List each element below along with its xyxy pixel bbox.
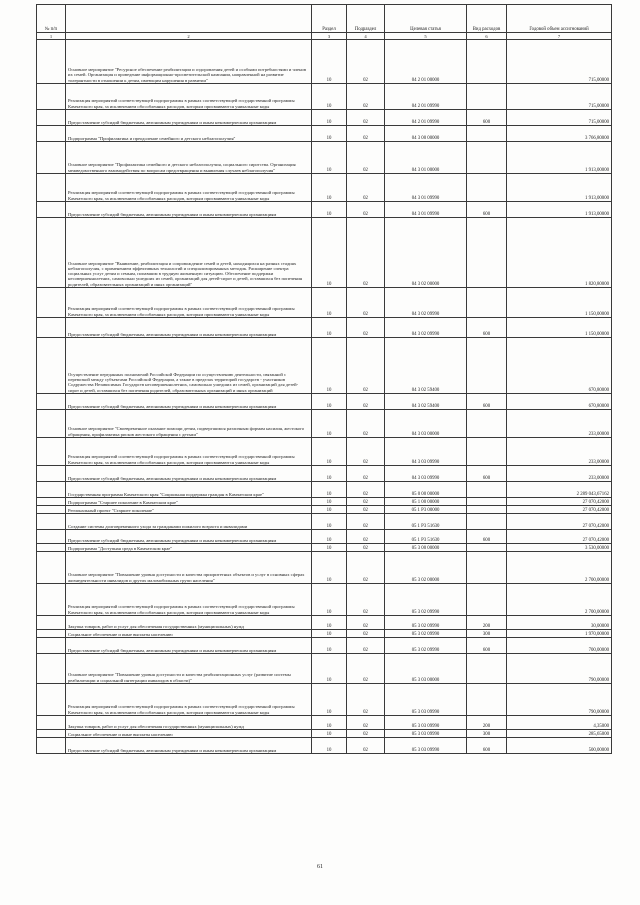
table-body	[37, 40, 612, 754]
tselevaya-statya-cell: 05 3 02 09990	[385, 630, 467, 638]
amount-cell: 715,00000	[507, 40, 612, 84]
column-number: 3	[312, 33, 347, 40]
amount-cell: 233,00000	[507, 466, 612, 482]
vid-raskhodov-cell: 600	[467, 110, 507, 126]
num-cell	[37, 638, 66, 654]
name-cell: Закупка товаров, работ и услуг для обеспечения государственных (муниципальных) нужд	[66, 616, 312, 630]
podrazdel-cell: 02	[347, 466, 385, 482]
table-row	[37, 544, 612, 552]
podrazdel-cell: 02	[347, 218, 385, 288]
num-cell	[37, 288, 66, 318]
podrazdel-cell: 02	[347, 202, 385, 218]
razdel-cell: 10	[312, 318, 347, 338]
amount-cell: 2 289 043,67162	[507, 482, 612, 498]
name-cell: Реализация мероприятий соответствующей подпрограммы в рамках соответствующей государственной программы Камчатского края, за исключением обособленных расходов, которым присваиваются уникальные коды	[66, 84, 312, 110]
num-cell	[37, 730, 66, 738]
podrazdel-cell: 02	[347, 126, 385, 142]
name-cell: Основное мероприятие "Профилактика семейного и детского неблагополучия, социального сиротства. Организация межведомственного взаимодействия по вопросам предотвращения и выявления случаев неблагополучия"	[66, 142, 312, 174]
amount-cell: 700,00000	[507, 638, 612, 654]
podrazdel-cell: 02	[347, 40, 385, 84]
vid-raskhodov-cell	[467, 40, 507, 84]
amount-cell: 1 913,00000	[507, 142, 612, 174]
podrazdel-cell: 02	[347, 716, 385, 730]
header-podrazdel: Подраздел	[347, 5, 385, 33]
column-number: 1	[37, 33, 66, 40]
table-row	[37, 498, 612, 506]
num-cell	[37, 630, 66, 638]
vid-raskhodov-cell: 600	[467, 466, 507, 482]
num-cell	[37, 552, 66, 584]
tselevaya-statya-cell: 05 3 02 00000	[385, 552, 467, 584]
amount-cell: 27 070,42000	[507, 506, 612, 514]
name-cell: Региональный проект "Старшее поколение"	[66, 506, 312, 514]
column-number: 7	[507, 33, 612, 40]
amount-cell: 715,00000	[507, 84, 612, 110]
num-cell	[37, 506, 66, 514]
tselevaya-statya-cell: 04 3 01 00000	[385, 142, 467, 174]
num-cell	[37, 40, 66, 84]
table-row	[37, 40, 612, 84]
amount-cell: 27 070,42000	[507, 530, 612, 544]
table-row	[37, 530, 612, 544]
amount-cell: 715,00000	[507, 110, 612, 126]
tselevaya-statya-cell: 05 3 00 00000	[385, 544, 467, 552]
razdel-cell: 10	[312, 338, 347, 394]
name-cell: Подпрограмма "Доступная среда в Камчатском крае"	[66, 544, 312, 552]
razdel-cell: 10	[312, 142, 347, 174]
num-cell	[37, 84, 66, 110]
name-cell: Предоставление субсидий бюджетным, автономным учреждениям и иным некоммерческим организациям	[66, 110, 312, 126]
name-cell: Предоставление субсидий бюджетным, автономным учреждениям и иным некоммерческим организациям	[66, 202, 312, 218]
vid-raskhodov-cell: 600	[467, 202, 507, 218]
razdel-cell: 10	[312, 438, 347, 466]
vid-raskhodov-cell	[467, 482, 507, 498]
vid-raskhodov-cell: 300	[467, 630, 507, 638]
table-row	[37, 84, 612, 110]
vid-raskhodov-cell: 600	[467, 738, 507, 754]
tselevaya-statya-cell: 04 2 01 09990	[385, 84, 467, 110]
table-row	[37, 638, 612, 654]
table-row	[37, 202, 612, 218]
header-name	[66, 5, 312, 33]
podrazdel-cell: 02	[347, 638, 385, 654]
num-cell	[37, 218, 66, 288]
name-cell: Реализация мероприятий соответствующей подпрограммы в рамках соответствующей государственной программы Камчатского края, за исключением обособленных расходов, которым присваиваются уникальные коды	[66, 438, 312, 466]
razdel-cell: 10	[312, 530, 347, 544]
table-row	[37, 616, 612, 630]
name-cell: Подпрограмма "Старшее поколение в Камчатском крае"	[66, 498, 312, 506]
vid-raskhodov-cell	[467, 126, 507, 142]
name-cell: Создание системы долговременного ухода за гражданами пожилого возраста и инвалидами	[66, 514, 312, 530]
podrazdel-cell: 02	[347, 318, 385, 338]
tselevaya-statya-cell: 04 3 00 00000	[385, 126, 467, 142]
amount-cell: 790,00000	[507, 684, 612, 716]
tselevaya-statya-cell: 04 3 01 09990	[385, 174, 467, 202]
razdel-cell: 10	[312, 584, 347, 616]
table-row	[37, 174, 612, 202]
table-row	[37, 142, 612, 174]
razdel-cell: 10	[312, 552, 347, 584]
name-cell: Социальное обеспечение и иные выплаты населению	[66, 730, 312, 738]
podrazdel-cell: 02	[347, 544, 385, 552]
tselevaya-statya-cell: 04 3 02 00000	[385, 218, 467, 288]
name-cell: Закупка товаров, работ и услуг для обеспечения государственных (муниципальных) нужд	[66, 716, 312, 730]
table-header-row	[37, 5, 612, 33]
num-cell	[37, 584, 66, 616]
num-cell	[37, 738, 66, 754]
amount-cell: 1 970,00000	[507, 630, 612, 638]
amount-cell: 1 913,00000	[507, 202, 612, 218]
vid-raskhodov-cell	[467, 142, 507, 174]
amount-cell: 1 150,00000	[507, 318, 612, 338]
vid-raskhodov-cell: 600	[467, 638, 507, 654]
podrazdel-cell: 02	[347, 738, 385, 754]
tselevaya-statya-cell: 05 3 03 09990	[385, 716, 467, 730]
razdel-cell: 10	[312, 202, 347, 218]
num-cell	[37, 174, 66, 202]
razdel-cell: 10	[312, 498, 347, 506]
num-cell	[37, 530, 66, 544]
table-row	[37, 126, 612, 142]
amount-cell: 3 530,00000	[507, 544, 612, 552]
amount-cell: 27 070,42000	[507, 498, 612, 506]
tselevaya-statya-cell: 04 2 01 00000	[385, 40, 467, 84]
name-cell: Предоставление субсидий бюджетным, автономным учреждениям и иным некоммерческим организациям	[66, 394, 312, 410]
num-cell	[37, 110, 66, 126]
table-row	[37, 318, 612, 338]
tselevaya-statya-cell: 05 3 02 09990	[385, 584, 467, 616]
table-row	[37, 684, 612, 716]
razdel-cell: 10	[312, 482, 347, 498]
podrazdel-cell: 02	[347, 482, 385, 498]
name-cell: Реализация мероприятий соответствующей подпрограммы в рамках соответствующей государственной программы Камчатского края, за исключением обособленных расходов, которым присваиваются уникальные коды	[66, 288, 312, 318]
num-cell	[37, 318, 66, 338]
podrazdel-cell: 02	[347, 174, 385, 202]
razdel-cell: 10	[312, 654, 347, 684]
amount-cell: 1 820,80000	[507, 218, 612, 288]
tselevaya-statya-cell: 04 3 03 00000	[385, 410, 467, 438]
vid-raskhodov-cell	[467, 174, 507, 202]
name-cell: Предоставление субсидий бюджетным, автономным учреждениям и иным некоммерческим организациям	[66, 738, 312, 754]
razdel-cell: 10	[312, 544, 347, 552]
vid-raskhodov-cell	[467, 552, 507, 584]
name-cell: Осуществление переданных полномочий Российской Федерации по осуществлению деятельности, связанной с перевозкой между субъектами Российской Федерации, а также в пределах территорий государств - участников Содружества Независимых Государств несовершеннолетних, самовольно ушедших из семей, организаций для детей-сирот и детей, оставшихся без попечения родителей, образовательных организаций и иных организаций	[66, 338, 312, 394]
vid-raskhodov-cell	[467, 84, 507, 110]
table-row	[37, 630, 612, 638]
table-row	[37, 338, 612, 394]
table-row	[37, 514, 612, 530]
tselevaya-statya-cell: 05 1 P3 00000	[385, 506, 467, 514]
vid-raskhodov-cell	[467, 338, 507, 394]
tselevaya-statya-cell: 04 3 02 59400	[385, 394, 467, 410]
amount-cell: 3 766,80000	[507, 126, 612, 142]
podrazdel-cell: 02	[347, 394, 385, 410]
razdel-cell: 10	[312, 716, 347, 730]
column-number: 2	[66, 33, 312, 40]
table-row	[37, 654, 612, 684]
tselevaya-statya-cell: 05 3 02 09990	[385, 616, 467, 630]
tselevaya-statya-cell: 04 3 02 59400	[385, 338, 467, 394]
tselevaya-statya-cell: 05 1 P3 51630	[385, 514, 467, 530]
podrazdel-cell: 02	[347, 410, 385, 438]
podrazdel-cell: 02	[347, 584, 385, 616]
tselevaya-statya-cell: 04 3 01 09990	[385, 202, 467, 218]
podrazdel-cell: 02	[347, 338, 385, 394]
table-row	[37, 482, 612, 498]
razdel-cell: 10	[312, 730, 347, 738]
amount-cell: 27 070,42000	[507, 514, 612, 530]
num-cell	[37, 616, 66, 630]
podrazdel-cell: 02	[347, 730, 385, 738]
vid-raskhodov-cell	[467, 410, 507, 438]
vid-raskhodov-cell	[467, 288, 507, 318]
header-vid-raskhodov: Вид расходов	[467, 5, 507, 33]
amount-cell: 500,00000	[507, 738, 612, 754]
table-row	[37, 218, 612, 288]
header-obem: Годовой объем ассигнований	[507, 5, 612, 33]
num-cell	[37, 482, 66, 498]
tselevaya-statya-cell: 04 2 01 09990	[385, 110, 467, 126]
podrazdel-cell: 02	[347, 654, 385, 684]
amount-cell: 233,00000	[507, 438, 612, 466]
num-cell	[37, 202, 66, 218]
num-cell	[37, 716, 66, 730]
vid-raskhodov-cell: 600	[467, 318, 507, 338]
vid-raskhodov-cell: 600	[467, 394, 507, 410]
table-row	[37, 288, 612, 318]
num-cell	[37, 684, 66, 716]
razdel-cell: 10	[312, 738, 347, 754]
podrazdel-cell: 02	[347, 110, 385, 126]
num-cell	[37, 544, 66, 552]
page-number: 61	[317, 864, 323, 870]
vid-raskhodov-cell	[467, 506, 507, 514]
vid-raskhodov-cell: 300	[467, 730, 507, 738]
amount-cell: 670,80000	[507, 338, 612, 394]
column-number: 6	[467, 33, 507, 40]
column-number-row	[37, 33, 612, 40]
name-cell: Реализация мероприятий соответствующей подпрограммы в рамках соответствующей государственной программы Камчатского края, за исключением обособленных расходов, которым присваиваются уникальные коды	[66, 584, 312, 616]
razdel-cell: 10	[312, 40, 347, 84]
tselevaya-statya-cell: 04 3 03 09990	[385, 438, 467, 466]
podrazdel-cell: 02	[347, 438, 385, 466]
tselevaya-statya-cell: 04 3 02 09990	[385, 288, 467, 318]
table-row	[37, 584, 612, 616]
podrazdel-cell: 02	[347, 506, 385, 514]
table-row	[37, 738, 612, 754]
num-cell	[37, 142, 66, 174]
podrazdel-cell: 02	[347, 84, 385, 110]
table-row	[37, 466, 612, 482]
podrazdel-cell: 02	[347, 288, 385, 318]
vid-raskhodov-cell: 200	[467, 716, 507, 730]
podrazdel-cell: 02	[347, 530, 385, 544]
name-cell: Подпрограмма "Профилактика и преодоление семейного и детского неблагополучия"	[66, 126, 312, 142]
podrazdel-cell: 02	[347, 498, 385, 506]
razdel-cell: 10	[312, 514, 347, 530]
razdel-cell: 10	[312, 466, 347, 482]
podrazdel-cell: 02	[347, 616, 385, 630]
podrazdel-cell: 02	[347, 552, 385, 584]
amount-cell: 4,35000	[507, 716, 612, 730]
tselevaya-statya-cell: 05 3 02 09990	[385, 638, 467, 654]
tselevaya-statya-cell: 05 3 03 09990	[385, 684, 467, 716]
name-cell: Предоставление субсидий бюджетным, автономным учреждениям и иным некоммерческим организациям	[66, 530, 312, 544]
num-cell	[37, 410, 66, 438]
tselevaya-statya-cell: 05 1 P3 51630	[385, 530, 467, 544]
name-cell: Предоставление субсидий бюджетным, автономным учреждениям и иным некоммерческим организациям	[66, 638, 312, 654]
table-row	[37, 730, 612, 738]
podrazdel-cell: 02	[347, 514, 385, 530]
tselevaya-statya-cell: 04 3 02 09990	[385, 318, 467, 338]
razdel-cell: 10	[312, 218, 347, 288]
name-cell: Основное мероприятие "Повышение уровня доступности и качества реабилитационных услуг (развитие системы реабилитации и социальной интеграции инвалидов в области)"	[66, 654, 312, 684]
name-cell: Социальное обеспечение и иные выплаты населению	[66, 630, 312, 638]
num-cell	[37, 498, 66, 506]
num-cell	[37, 438, 66, 466]
name-cell: Основное мероприятие "Ресурсное обеспечение реабилитации и оздоровления детей и особыми потребностями и членов их семей. Организация и проведение информационно-просветительской кампании, направленной на развитие толерантности в отношении к детям, имеющим нарушения в развитии"	[66, 40, 312, 84]
name-cell: Предоставление субсидий бюджетным, автономным учреждениям и иным некоммерческим организациям	[66, 466, 312, 482]
name-cell: Основное мероприятие "Своевременное оказание помощи детям, подвергшимся различным формам насилия, жестокого обращения, профилактика рисков жестокого обращения с детьми"	[66, 410, 312, 438]
amount-cell: 2 700,00000	[507, 584, 612, 616]
amount-cell: 30,00000	[507, 616, 612, 630]
name-cell: Основное мероприятие "Повышение уровня доступности и качества приоритетных объектов и услуг в основных сферах жизнедеятельности инвалидов и других маломобильных групп населения"	[66, 552, 312, 584]
vid-raskhodov-cell	[467, 684, 507, 716]
table-row	[37, 438, 612, 466]
tselevaya-statya-cell: 04 3 03 09990	[385, 466, 467, 482]
razdel-cell: 10	[312, 394, 347, 410]
num-cell	[37, 126, 66, 142]
vid-raskhodov-cell	[467, 654, 507, 684]
num-cell	[37, 466, 66, 482]
table-row	[37, 110, 612, 126]
num-cell	[37, 338, 66, 394]
amount-cell: 233,00000	[507, 410, 612, 438]
vid-raskhodov-cell: 200	[467, 616, 507, 630]
podrazdel-cell: 02	[347, 630, 385, 638]
num-cell	[37, 394, 66, 410]
vid-raskhodov-cell	[467, 498, 507, 506]
razdel-cell: 10	[312, 630, 347, 638]
razdel-cell: 10	[312, 174, 347, 202]
table-row	[37, 410, 612, 438]
table-row	[37, 506, 612, 514]
vid-raskhodov-cell	[467, 544, 507, 552]
name-cell: Предоставление субсидий бюджетным, автономным учреждениям и иным некоммерческим организациям	[66, 318, 312, 338]
name-cell: Реализация мероприятий соответствующей подпрограммы в рамках соответствующей государственной программы Камчатского края, за исключением обособленных расходов, которым присваиваются уникальные коды	[66, 174, 312, 202]
vid-raskhodov-cell	[467, 218, 507, 288]
razdel-cell: 10	[312, 506, 347, 514]
name-cell: Государственная программа Камчатского края "Социальная поддержка граждан в Камчатском крае"	[66, 482, 312, 498]
amount-cell: 790,00000	[507, 654, 612, 684]
razdel-cell: 10	[312, 410, 347, 438]
tselevaya-statya-cell: 05 3 03 09990	[385, 730, 467, 738]
tselevaya-statya-cell: 05 3 03 09990	[385, 738, 467, 754]
vid-raskhodov-cell: 600	[467, 530, 507, 544]
budget-table	[36, 4, 612, 754]
table-row	[37, 552, 612, 584]
vid-raskhodov-cell	[467, 438, 507, 466]
vid-raskhodov-cell	[467, 514, 507, 530]
razdel-cell: 10	[312, 84, 347, 110]
table-row	[37, 394, 612, 410]
razdel-cell: 10	[312, 110, 347, 126]
name-cell: Основное мероприятие "Выявление, реабилитация и сопровождение семей и детей, находящихся на разных стадиях неблагополучия, с применением эффективных технологий и специализированных методик. Расширение спектра социальных услуг детям и семьям, попавшим в трудную жизненную ситуацию. Обеспечение поддержки несовершеннолетних, самовольно ушедших из семей, организаций для детей-сирот и детей, оставшихся без попечения родителей, образовательных организаций и иных организаций"	[66, 218, 312, 288]
name-cell: Реализация мероприятий соответствующей подпрограммы в рамках соответствующей государственной программы Камчатского края, за исключением обособленных расходов, которым присваиваются уникальные коды	[66, 684, 312, 716]
razdel-cell: 10	[312, 684, 347, 716]
column-number: 5	[385, 33, 467, 40]
razdel-cell: 10	[312, 126, 347, 142]
tselevaya-statya-cell: 05 3 03 00000	[385, 654, 467, 684]
table-row	[37, 716, 612, 730]
header-tselevaya-statya: Целевая статья	[385, 5, 467, 33]
num-cell	[37, 514, 66, 530]
column-number: 4	[347, 33, 385, 40]
podrazdel-cell: 02	[347, 684, 385, 716]
amount-cell: 1 150,00000	[507, 288, 612, 318]
vid-raskhodov-cell	[467, 584, 507, 616]
tselevaya-statya-cell: 05 1 00 00000	[385, 498, 467, 506]
num-cell	[37, 654, 66, 684]
amount-cell: 670,80000	[507, 394, 612, 410]
razdel-cell: 10	[312, 288, 347, 318]
header-num: № п/п	[37, 5, 66, 33]
razdel-cell: 10	[312, 638, 347, 654]
amount-cell: 1 913,00000	[507, 174, 612, 202]
podrazdel-cell: 02	[347, 142, 385, 174]
tselevaya-statya-cell: 05 0 00 00000	[385, 482, 467, 498]
header-razdel: Раздел	[312, 5, 347, 33]
amount-cell: 285,65000	[507, 730, 612, 738]
razdel-cell: 10	[312, 616, 347, 630]
amount-cell: 2 700,00000	[507, 552, 612, 584]
